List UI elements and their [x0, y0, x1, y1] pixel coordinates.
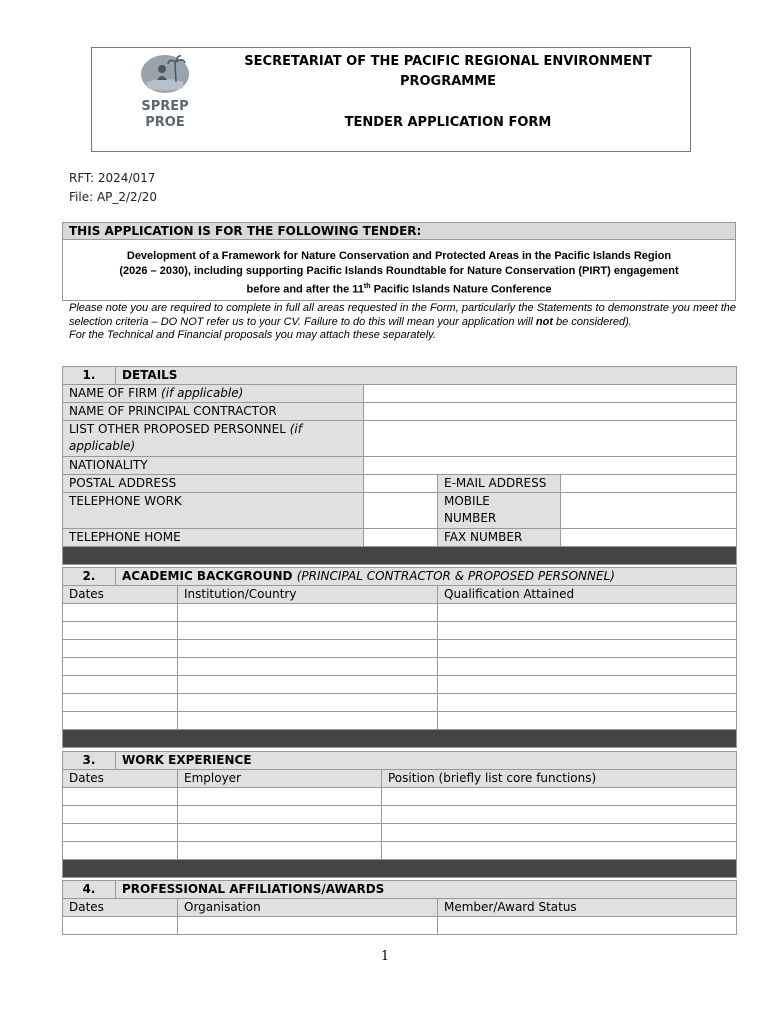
tender-line3a: before and after the 11 — [246, 283, 364, 296]
table-row — [63, 806, 737, 824]
table-row — [63, 457, 737, 475]
table-row — [63, 475, 737, 493]
col-dates: Dates — [63, 586, 178, 604]
col-dates: Dates — [63, 899, 178, 917]
column-headers — [63, 770, 737, 788]
label-principal: NAME OF PRINCIPAL CONTRACTOR — [63, 403, 364, 421]
org-line1: SECRETARIAT OF THE PACIFIC REGIONAL ENVIRONMENT — [244, 54, 652, 69]
tender-line2: (2026 – 2030), including supporting Pacific Islands Roundtable for Nature Conservation (PIRT) engagement — [119, 265, 679, 277]
instructions-note — [69, 302, 736, 343]
section1-number: 1. — [63, 367, 116, 385]
note-line2: For the Technical and Financial proposals you may attach these separately. — [69, 329, 436, 341]
file-number: File: AP_2/2/20 — [69, 190, 158, 204]
section4-number: 4. — [63, 881, 116, 899]
table-row — [63, 676, 737, 694]
label-firm: NAME OF FIRM (if applicable) — [63, 385, 364, 403]
table-row — [63, 493, 737, 529]
table-row — [63, 421, 737, 457]
section4-title: PROFESSIONAL AFFILIATIONS/AWARDS — [116, 881, 737, 899]
table-row — [63, 385, 737, 403]
org-line2: PROGRAMME — [399, 74, 497, 89]
principal-field[interactable] — [364, 403, 737, 421]
section2-number: 2. — [63, 568, 116, 586]
postal-field[interactable] — [364, 475, 438, 493]
col-organisation: Organisation — [178, 899, 438, 917]
tender-line3b: Pacific Islands Nature Conference — [370, 283, 552, 296]
table-row — [63, 712, 737, 730]
logo-text-sprep: SPREP — [141, 99, 189, 114]
tel-work-field[interactable] — [364, 493, 438, 529]
table-row — [63, 788, 737, 806]
col-qualification: Qualification Attained — [438, 586, 737, 604]
col-position: Position (briefly list core functions) — [382, 770, 737, 788]
table-row — [63, 694, 737, 712]
col-institution: Institution/Country — [178, 586, 438, 604]
academic-table — [62, 567, 737, 748]
table-row — [63, 622, 737, 640]
label-email: E-MAIL ADDRESS — [438, 475, 561, 493]
label-personnel: LIST OTHER PROPOSED PERSONNEL (if applicable) — [63, 421, 364, 457]
divider-band — [63, 860, 737, 878]
tender-line3-sup: th — [363, 283, 371, 290]
rft-number: RFT: 2024/017 — [69, 171, 156, 185]
section3-header — [63, 752, 737, 770]
section4-header — [63, 881, 737, 899]
tender-line1: Development of a Framework for Nature Conservation and Protected Areas in the Pacific Islands Region — [126, 250, 672, 262]
tender-description — [62, 240, 736, 301]
table-row — [63, 917, 737, 935]
affiliations-table — [62, 880, 737, 935]
tender-heading: THIS APPLICATION IS FOR THE FOLLOWING TENDER: — [62, 222, 736, 240]
table-row — [63, 640, 737, 658]
section1-header — [63, 367, 737, 385]
nationality-field[interactable] — [364, 457, 737, 475]
mobile-field[interactable] — [561, 493, 737, 529]
label-fax: FAX NUMBER — [438, 529, 561, 547]
form-title: TENDER APPLICATION FORM — [344, 115, 552, 130]
firm-field[interactable] — [364, 385, 737, 403]
personnel-field[interactable] — [364, 421, 737, 457]
table-row — [63, 403, 737, 421]
divider-band — [63, 547, 737, 565]
col-status: Member/Award Status — [438, 899, 737, 917]
tel-home-field[interactable] — [364, 529, 438, 547]
table-row — [63, 842, 737, 860]
fax-field[interactable] — [561, 529, 737, 547]
section3-title: WORK EXPERIENCE — [116, 752, 737, 770]
logo-text-proe: PROE — [145, 115, 185, 130]
section1-title: DETAILS — [116, 367, 737, 385]
table-row — [63, 604, 737, 622]
table-row — [63, 824, 737, 842]
note-bold: not — [535, 315, 553, 328]
section3-number: 3. — [63, 752, 116, 770]
label-tel-work: TELEPHONE WORK — [63, 493, 364, 529]
page-number: 1 — [380, 949, 390, 964]
header-title — [218, 52, 678, 133]
label-tel-home: TELEPHONE HOME — [63, 529, 364, 547]
column-headers — [63, 586, 737, 604]
column-headers — [63, 899, 737, 917]
header-box — [91, 47, 691, 152]
details-table — [62, 366, 737, 565]
label-postal: POSTAL ADDRESS — [63, 475, 364, 493]
email-field[interactable] — [561, 475, 737, 493]
divider-band — [63, 730, 737, 748]
section2-title: ACADEMIC BACKGROUND (PRINCIPAL CONTRACTOR & PROPOSED PERSONNEL) — [116, 568, 737, 586]
col-dates: Dates — [63, 770, 178, 788]
table-row — [63, 658, 737, 676]
section2-header — [63, 568, 737, 586]
work-experience-table — [62, 751, 737, 878]
table-row — [63, 529, 737, 547]
sprep-logo — [135, 52, 195, 132]
note-part1: Please note you are required to complete in full all areas requested in the Form, particularly the Statements to demonstrate you meet the selection criteria – DO NOT refer us to your CV. Failure to do this will mean your application will — [69, 302, 736, 328]
note-part2: be considered). — [552, 315, 632, 328]
label-mobile: MOBILE NUMBER — [438, 493, 561, 529]
col-employer: Employer — [178, 770, 382, 788]
label-nationality: NATIONALITY — [63, 457, 364, 475]
